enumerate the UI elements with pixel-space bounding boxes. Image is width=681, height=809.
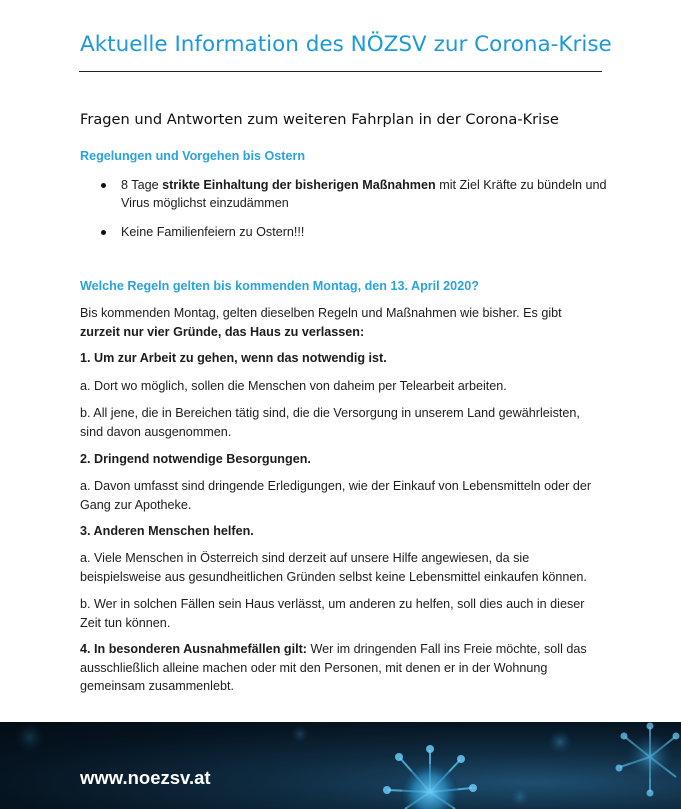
document-subtitle: Fragen und Antworten zum weiteren Fahrplan in der Corona-Krise [80, 111, 559, 128]
rule-4-bold: 4. In besonderen Ausnahmefällen gilt: [80, 642, 307, 656]
bullet-icon [101, 183, 106, 188]
title-divider [79, 71, 602, 72]
bullet-text: Keine Familienfeiern zu Ostern!!! [121, 225, 305, 239]
bullet-text-pre: 8 Tage [121, 178, 163, 192]
rules-intro-bold: zurzeit nur vier Gründe, das Haus zu verlassen: [80, 324, 365, 339]
document-title: Aktuelle Information des NÖZSV zur Corona-Krise [80, 32, 612, 57]
bullet-text-post: mit Ziel Kräfte zu bündeln und Virus möglichst einzudämmen [121, 178, 607, 210]
section-heading-rules: Welche Regeln gelten bis kommenden Montag, den 13. April 2020? [80, 279, 479, 293]
website-url[interactable]: www.noezsv.at [80, 767, 211, 788]
rule-1-b: b. All jene, die in Bereichen tätig sind, die die Versorgung in unserem Land gewährleisten, sind davon ausgenommen. [80, 406, 580, 439]
list-item [80, 176, 610, 212]
rule-4-text: Wer im dringenden Fall ins Freie möchte, soll das ausschließlich alleine machen oder mit den Personen, mit denen er in der Wohnung gemeinsam zusammenlebt. [80, 642, 587, 693]
rule-1-heading: 1. Um zur Arbeit zu gehen, wenn das notwendig ist. [80, 351, 387, 365]
rule-3-b: b. Wer in solchen Fällen sein Haus verlässt, um anderen zu helfen, soll dies auch in dieser Zeit tun können. [80, 597, 585, 630]
rule-3-a: a. Viele Menschen in Österreich sind derzeit auf unsere Hilfe angewiesen, da sie beispielsweise aus gesundheitlichen Gründen selbst keine Lebensmittel einkaufen können. [80, 551, 587, 584]
section-heading-easter: Regelungen und Vorgehen bis Ostern [80, 149, 306, 163]
footer-banner [0, 722, 681, 809]
list-item [80, 223, 610, 241]
coronavirus-icon [0, 722, 681, 809]
bullet-text-bold: strikte Einhaltung der bisherigen Maßnahmen [162, 178, 436, 192]
rules-intro-text: Bis kommenden Montag, gelten dieselben Regeln und Maßnahmen wie bisher. Es gibt [80, 306, 562, 320]
easter-bullet-list [80, 176, 610, 252]
rules-intro [80, 304, 600, 341]
rule-4 [80, 640, 600, 696]
rule-2-a: a. Davon umfasst sind dringende Erledigungen, wie der Einkauf von Lebensmitteln oder der Gang zur Apotheke. [80, 479, 592, 512]
bullet-icon [101, 230, 106, 235]
rule-2-heading: 2. Dringend notwendige Besorgungen. [80, 452, 311, 466]
rule-3-heading: 3. Anderen Menschen helfen. [80, 524, 254, 538]
rule-1-a: a. Dort wo möglich, sollen die Menschen von daheim per Telearbeit arbeiten. [80, 379, 507, 393]
